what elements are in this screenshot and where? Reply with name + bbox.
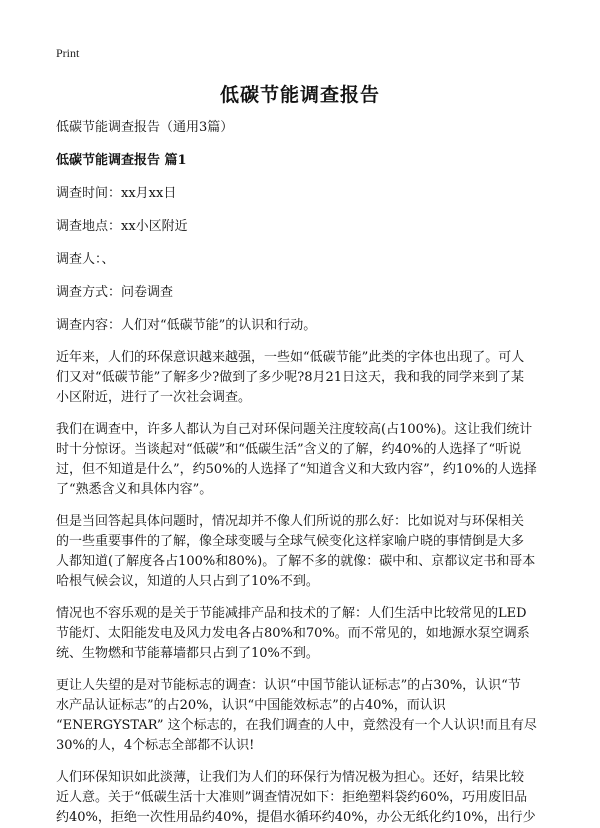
paragraph-line: 情况也不容乐观的是关于节能减排产品和技术的了解：人们生活中比较常见的LED (56, 606, 527, 621)
paragraph-line: 统、生物燃和节能幕墙都只占到了10%不到。 (56, 646, 319, 661)
paragraph-line: 近人意。关于“低碳生活十大准则”调查情况如下：拒绝塑料袋约60%，巧用废旧品 (56, 790, 528, 805)
intro-line: 低碳节能调查报告（通用3篇） (56, 120, 234, 135)
paragraph-line: 近年来，人们的环保意识越来越强，一些如“低碳节能”此类的字体也出现了。可人 (56, 350, 525, 365)
survey-content: 调查内容：人们对“低碳节能”的认识和行动。 (56, 318, 317, 333)
paragraph-line: 过，但不知道是什么”，约50%的人选择了“知道含义和大致内容”，约10%的人选择 (56, 462, 537, 477)
print-link[interactable]: Print (56, 46, 80, 60)
survey-method: 调查方式：问卷调查 (56, 285, 174, 300)
survey-place: 调查地点：xx小区附近 (56, 219, 188, 234)
paragraph-line: 哈根气候会议，知道的人只占到了10%不到。 (56, 574, 319, 589)
paragraph (56, 420, 550, 500)
paragraph (56, 676, 550, 756)
paragraph-line: 我们在调查中，许多人都认为自己对环保问题关注度较高(占100%)。这让我们统计 (56, 422, 533, 437)
paragraph-line: 更让人失望的是对节能标志的调查：认识“中国节能认证标志”的占30%，认识“节 (56, 678, 521, 693)
paragraph (56, 348, 550, 408)
paragraph-line: “ENERGYSTAR” 这个标志的，在我们调查的人中，竟然没有一个人认识!而且有尽 (56, 718, 537, 733)
paragraph-line: 们又对“低碳节能”了解多少?做到了多少呢?8月21日这天，我和我的同学来到了某 (56, 370, 525, 385)
survey-time: 调查时间：xx月xx日 (56, 186, 177, 201)
section-title: 低碳节能调查报告 篇1 (56, 153, 187, 168)
paragraph-line: 但是当回答起具体问题时，情况却并不像人们所说的那么好：比如说对与环保相关 (56, 514, 525, 529)
paragraph (56, 768, 550, 828)
document-body (56, 118, 550, 828)
survey-people: 调查人：、 (56, 252, 115, 267)
document-title: 低碳节能调查报告 (219, 84, 380, 106)
paragraph-line: 水产品认证标志”的占20%，认识“中国能效标志”的占40%，而认识 (56, 698, 446, 713)
paragraph-line: 的一些重要事件的了解，像全球变暖与全球气候变化这样家喻户晓的事情倒是大多 (56, 534, 525, 549)
paragraph-line: 了“熟悉含义和具体内容”。 (56, 482, 213, 497)
paragraph-line: 小区附近，进行了一次社会调查。 (56, 390, 252, 405)
paragraph (56, 512, 550, 592)
paragraph-line: 节能灯、太阳能发电及风力发电各占80%和70%。而不常见的，如地源水泵空调系 (56, 626, 530, 641)
paragraph-line: 约40%，拒绝一次性用品约40%，提倡水循环约40%，办公无纸化约10%，出行少 (56, 810, 536, 825)
paragraph-line: 人都知道(了解度各占100%和80%)。了解不多的就像：碳中和、京都议定书和哥本 (56, 554, 536, 569)
paragraph-line: 人们环保知识如此淡薄，让我们为人们的环保行为情况极为担心。还好，结果比较 (56, 770, 525, 785)
paragraph-line: 时十分惊讶。当谈起对“低碳”和“低碳生活”含义的了解，约40%的人选择了“听说 (56, 442, 522, 457)
paragraph (56, 604, 550, 664)
paragraph-line: 30%的人，4个标志全部都不认识! (56, 738, 255, 753)
